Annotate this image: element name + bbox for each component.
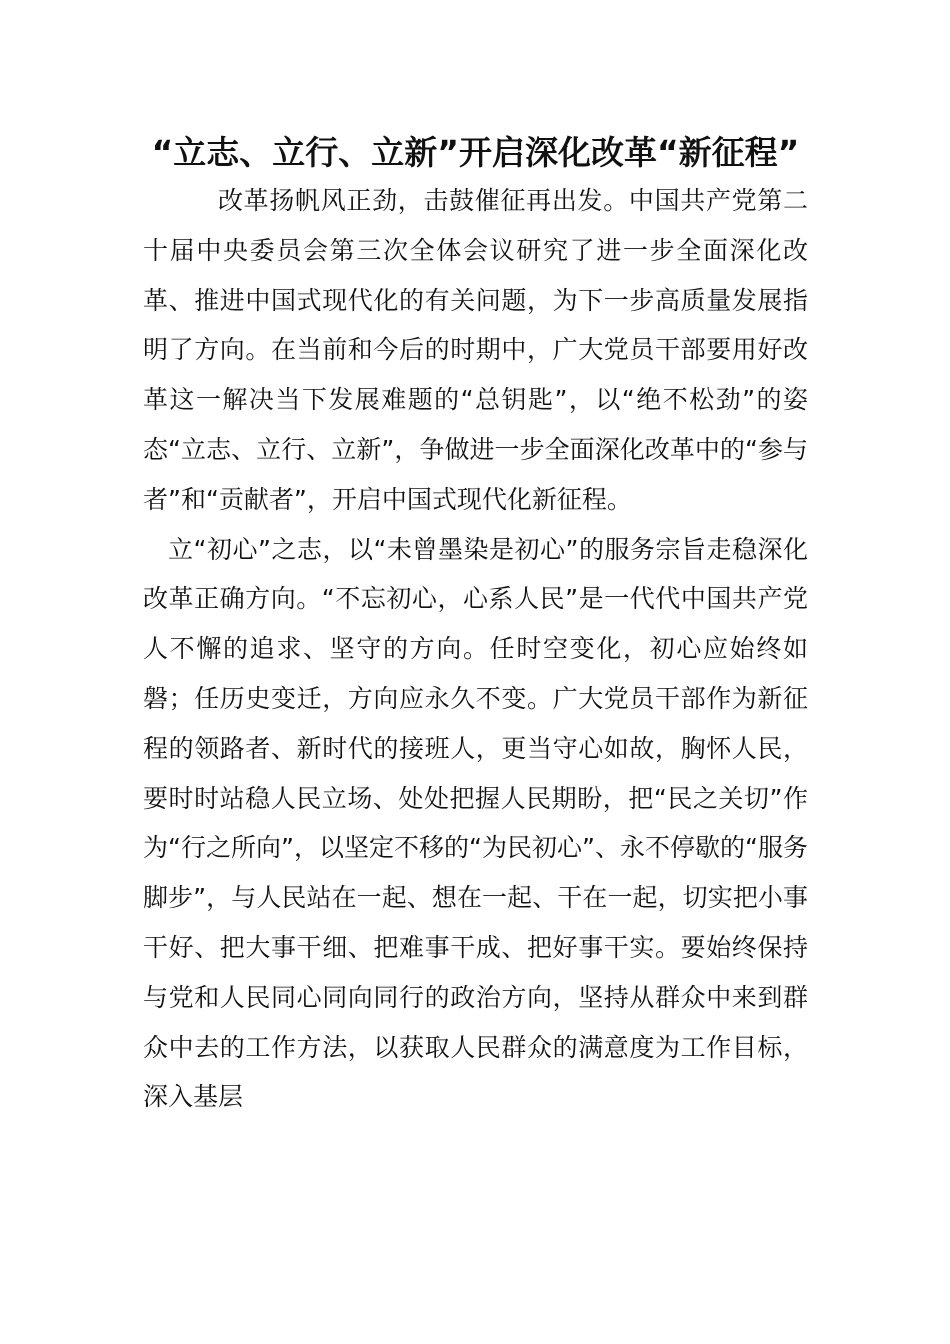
document-body xyxy=(143,130,808,1122)
paragraph-intro: 改革扬帆风正劲，击鼓催征再出发。中国共产党第二十届中央委员会第三次全体会议研究了进一步全面深化改革、推进中国式现代化的有关问题，为下一步高质量发展指明了方向。在当前和今后的时期中，广大党员干部要用好改革这一解决当下发展难题的“总钥匙”，以“绝不松劲”的姿态“立志、立行、立新”，争做进一步全面深化改革中的“参与者”和“贡献者”，开启中国式现代化新征程。 xyxy=(143,186,808,514)
paragraph-initial-aspiration: 立“初心”之志，以“未曾墨染是初心”的服务宗旨走稳深化改革正确方向。“不忘初心，心系人民”是一代代中国共产党人不懈的追求、坚守的方向。任时空变化，初心应始终如磐；任历史变迁，方向应永久不变。广大党员干部作为新征程的领路者、新时代的接班人，更当守心如故，胸怀人民，要时时站稳人民立场、处处把握人民期盼，把“民之关切”作为“行之所向”，以坚定不移的“为民初心”、永不停歇的“服务脚步”，与人民站在一起、想在一起、干在一起，切实把小事干好、把大事干细、把难事干成、把好事干实。要始终保持与党和人民同心同向同行的政治方向，坚持从群众中来到群众中去的工作方法，以获取人民群众的满意度为工作目标，深入基层 xyxy=(143,534,808,1112)
document-title: “立志、立行、立新”开启深化改革“新征程” xyxy=(151,133,800,172)
